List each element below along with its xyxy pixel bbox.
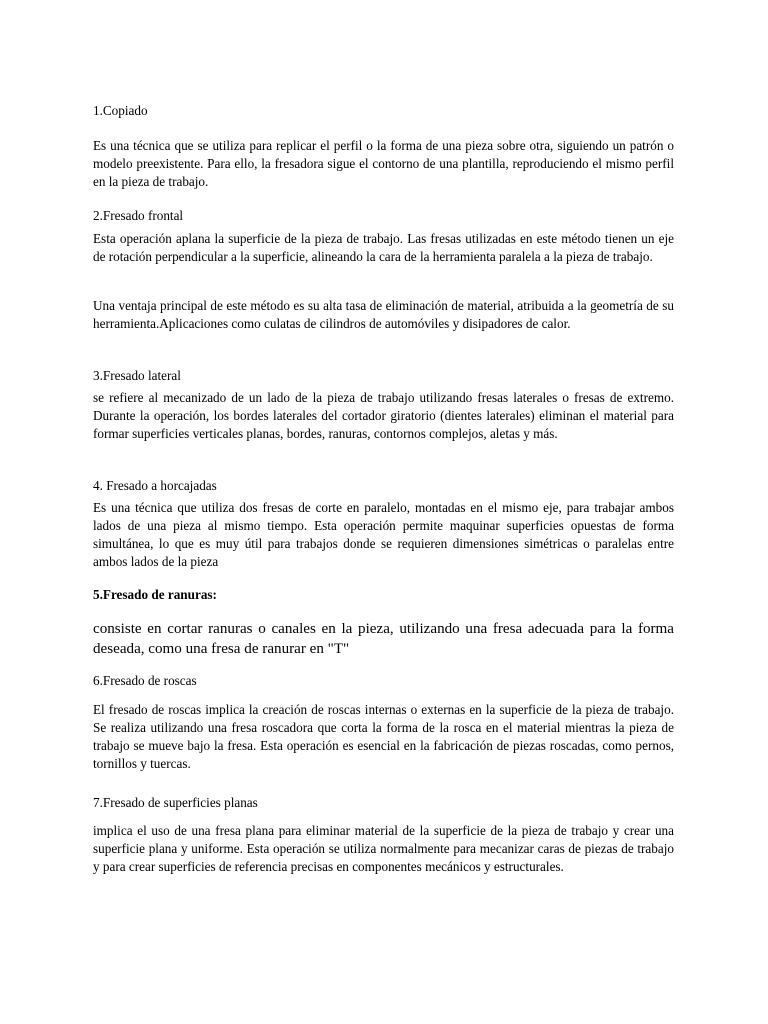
- section-heading-fresado-superficies-planas: 7.Fresado de superficies planas: [93, 795, 258, 810]
- section-heading-fresado-roscas: 6.Fresado de roscas: [93, 673, 197, 688]
- paragraph-fresado-ranuras: consiste en cortar ranuras o canales en la pieza, utilizando una fresa adecuada para la forma deseada, como una fresa de ranurar en "T": [93, 621, 674, 657]
- paragraph-fresado-horcajadas: Es una técnica que utiliza dos fresas de corte en paralelo, montadas en el mismo eje, para trabajar ambos lados de una pieza al mismo tiempo. Esta operación permite maquinar superficies opuestas de forma simultánea, lo que es muy útil para trabajos donde se requieren dimensiones simétricas o paralelas entre ambos lados de la pieza: [93, 500, 674, 569]
- paragraph-fresado-superficies-planas: implica el uso de una fresa plana para eliminar material de la superficie de la pieza de trabajo y crear una superficie plana y uniforme. Esta operación se utiliza normalmente para mecanizar caras de piezas de trabajo y para crear superficies de referencia precisas en componentes mecánicos y estructurales.: [93, 823, 674, 874]
- paragraph-fresado-frontal-1: Esta operación aplana la superficie de la pieza de trabajo. Las fresas utilizadas en este método tienen un eje de rotación perpendicular a la superficie, alineando la cara de la herramienta paralela a la pieza de trabajo.: [93, 231, 674, 264]
- section-heading-fresado-horcajadas: 4. Fresado a horcajadas: [93, 478, 217, 493]
- section-heading-fresado-ranuras: 5.Fresado de ranuras:: [93, 587, 217, 602]
- section-heading-fresado-lateral: 3.Fresado lateral: [93, 368, 181, 383]
- paragraph-fresado-frontal-2: Una ventaja principal de este método es su alta tasa de eliminación de material, atribuida a la geometría de su herramienta.Aplicaciones como culatas de cilindros de automóviles y disipadores de calor.: [93, 298, 674, 331]
- section-heading-fresado-frontal: 2.Fresado frontal: [93, 208, 184, 223]
- paragraph-fresado-lateral: se refiere al mecanizado de un lado de la pieza de trabajo utilizando fresas laterales o fresas de extremo. Durante la operación, los bordes laterales del cortador giratorio (dientes laterales) eliminan el material para formar superficies verticales planas, bordes, ranuras, contornos complejos, aletas y más.: [93, 390, 674, 441]
- paragraph-fresado-roscas: El fresado de roscas implica la creación de roscas internas o externas en la superficie de la pieza de trabajo. Se realiza utilizando una fresa roscadora que corta la forma de la rosca en el material mientras la pieza de trabajo se mueve bajo la fresa. Esta operación es esencial en la fabricación de piezas roscadas, como pernos, tornillos y tuercas.: [93, 702, 674, 771]
- paragraph-copiado: Es una técnica que se utiliza para replicar el perfil o la forma de una pieza sobre otra, siguiendo un patrón o modelo preexistente. Para ello, la fresadora sigue el contorno de una plantilla, reproduciendo el mismo perfil en la pieza de trabajo.: [93, 138, 674, 189]
- section-heading-copiado: 1.Copiado: [93, 103, 148, 118]
